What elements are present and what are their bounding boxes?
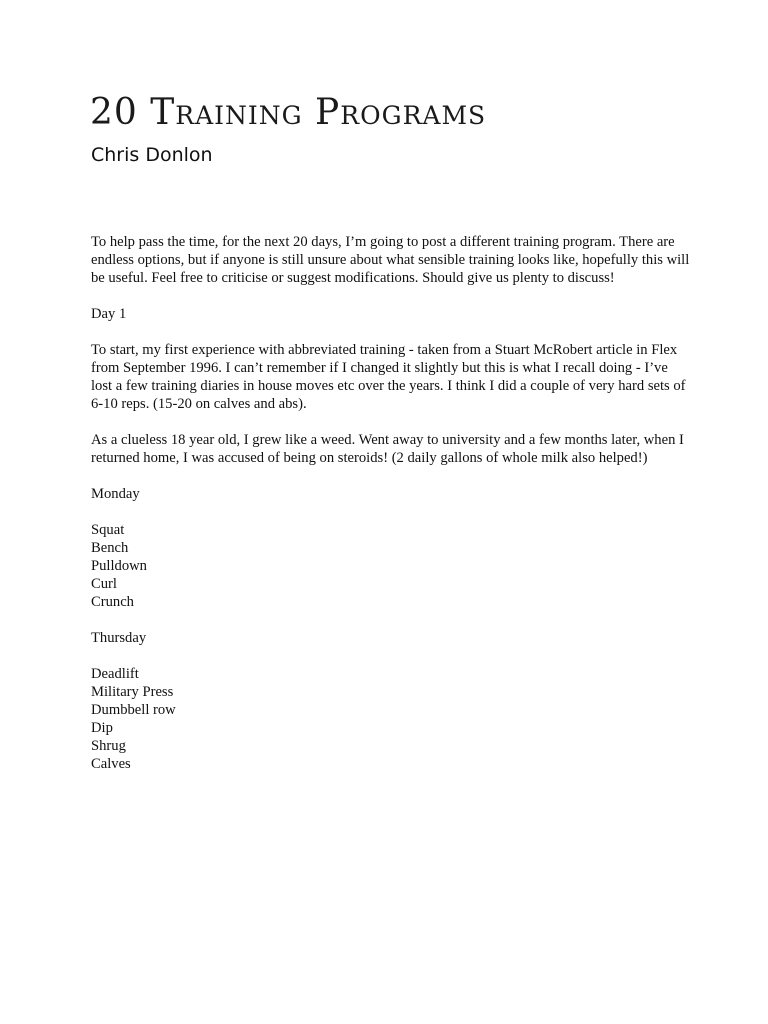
list-item: Crunch xyxy=(91,594,134,610)
body-paragraph-2: As a clueless 18 year old, I grew like a weed. Went away to university and a few months later, when I returned home, I was accused of being on steroids! (2 daily gallons of whole milk also helped!) xyxy=(91,432,684,466)
list-item: Bench xyxy=(91,540,129,556)
list-item: Shrug xyxy=(91,738,126,754)
list-item: Dumbbell row xyxy=(91,702,176,718)
document-title: 20 Training Programs xyxy=(90,92,487,133)
list-item: Military Press xyxy=(91,684,174,700)
day-heading: Day 1 xyxy=(91,306,127,322)
monday-exercise-list xyxy=(91,521,691,611)
monday-heading: Monday xyxy=(91,486,140,502)
intro-paragraph: To help pass the time, for the next 20 days, I’m going to post a different training program. There are endless options, but if anyone is still unsure about what sensible training looks like, hopefully this will be useful. Feel free to criticise or suggest modifications. Should give us plenty to discuss! xyxy=(91,234,690,286)
list-item: Deadlift xyxy=(91,666,139,682)
list-item: Pulldown xyxy=(91,558,147,574)
thursday-heading: Thursday xyxy=(91,630,147,646)
document-author: Chris Donlon xyxy=(91,144,213,166)
list-item: Squat xyxy=(91,522,125,538)
body-paragraph-1: To start, my first experience with abbreviated training - taken from a Stuart McRobert article in Flex from September 1996. I can’t remember if I changed it slightly but this is what I recall doing - I’ve lost a few training diaries in house moves etc over the years. I think I did a couple of very hard sets of 6-10 reps. (15-20 on calves and abs). xyxy=(91,342,686,412)
list-item: Dip xyxy=(91,720,113,736)
thursday-exercise-list xyxy=(91,665,691,773)
list-item: Calves xyxy=(91,756,131,772)
list-item: Curl xyxy=(91,576,117,592)
document-body xyxy=(91,233,691,791)
